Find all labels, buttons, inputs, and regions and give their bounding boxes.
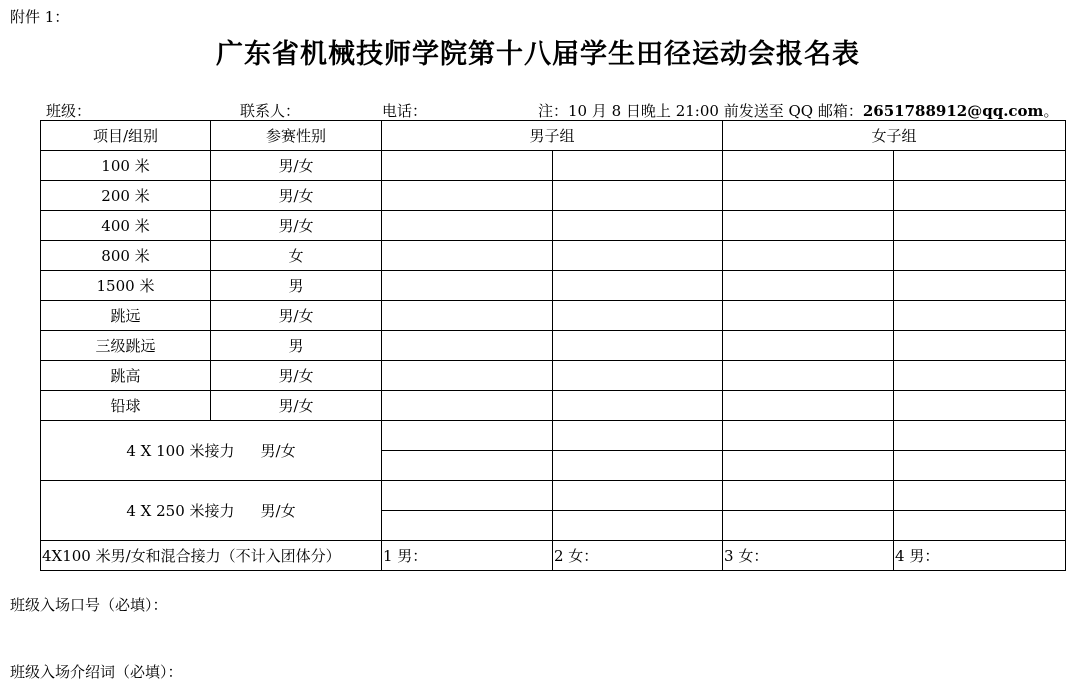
event-name: 跳远 (41, 301, 211, 331)
note-suffix: 。 (1043, 102, 1059, 120)
mixed-relay-row (41, 541, 1066, 571)
attachment-label: 附件 1： (10, 8, 70, 26)
entry-cell[interactable] (382, 241, 553, 271)
event-name: 100 米 (41, 151, 211, 181)
entry-cell[interactable] (723, 481, 894, 511)
slogan-label: 班级入场口号（必填）： (10, 596, 168, 614)
relay-name: 4 X 250 米接力 (126, 502, 235, 520)
table-row (41, 361, 1066, 391)
entry-cell[interactable] (894, 301, 1066, 331)
entry-cell[interactable] (382, 151, 553, 181)
event-name: 跳高 (41, 361, 211, 391)
mixed-slot-2[interactable]: 2 女： (553, 541, 723, 571)
entry-cell[interactable] (894, 241, 1066, 271)
relay-label (41, 481, 382, 541)
entry-cell[interactable] (553, 241, 723, 271)
entry-cell[interactable] (894, 181, 1066, 211)
entry-cell[interactable] (553, 211, 723, 241)
entry-cell[interactable] (723, 151, 894, 181)
table-row (41, 391, 1066, 421)
table-row (41, 151, 1066, 181)
class-label: 班级： (46, 102, 92, 120)
event-name: 200 米 (41, 181, 211, 211)
entry-cell[interactable] (382, 271, 553, 301)
event-name: 800 米 (41, 241, 211, 271)
header-gender: 参赛性别 (211, 121, 382, 151)
relay-gender: 男/女 (260, 442, 296, 460)
entry-cell[interactable] (553, 181, 723, 211)
mixed-relay-label: 4X100 米男/女和混合接力（不计入团体分） (41, 541, 382, 571)
entry-cell[interactable] (382, 361, 553, 391)
entry-cell[interactable] (723, 451, 894, 481)
entry-cell[interactable] (894, 211, 1066, 241)
relay-label (41, 421, 382, 481)
event-name: 1500 米 (41, 271, 211, 301)
entry-cell[interactable] (382, 181, 553, 211)
entry-cell[interactable] (723, 211, 894, 241)
entry-cell[interactable] (723, 391, 894, 421)
relay-row (41, 421, 1066, 451)
entry-cell[interactable] (553, 391, 723, 421)
entry-cell[interactable] (553, 361, 723, 391)
event-gender: 女 (211, 241, 382, 271)
header-event: 项目/组别 (41, 121, 211, 151)
table-row (41, 301, 1066, 331)
event-gender: 男/女 (211, 181, 382, 211)
entry-cell[interactable] (553, 271, 723, 301)
intro-label: 班级入场介绍词（必填）： (10, 663, 183, 681)
entry-cell[interactable] (894, 391, 1066, 421)
entry-cell[interactable] (894, 331, 1066, 361)
entry-cell[interactable] (382, 451, 553, 481)
entry-cell[interactable] (553, 301, 723, 331)
entry-cell[interactable] (894, 511, 1066, 541)
submission-note (538, 100, 1058, 121)
event-gender: 男/女 (211, 151, 382, 181)
entry-cell[interactable] (723, 511, 894, 541)
entry-cell[interactable] (382, 421, 553, 451)
entry-cell[interactable] (553, 331, 723, 361)
entry-cell[interactable] (553, 481, 723, 511)
entry-cell[interactable] (382, 301, 553, 331)
entry-cell[interactable] (723, 421, 894, 451)
entry-cell[interactable] (382, 331, 553, 361)
entry-cell[interactable] (553, 511, 723, 541)
entry-cell[interactable] (894, 421, 1066, 451)
entry-cell[interactable] (382, 511, 553, 541)
entry-cell[interactable] (382, 391, 553, 421)
contact-label: 联系人： (240, 102, 301, 120)
header-male-group: 男子组 (382, 121, 723, 151)
entry-cell[interactable] (723, 361, 894, 391)
relay-name: 4 X 100 米接力 (126, 442, 235, 460)
entry-cell[interactable] (723, 241, 894, 271)
event-gender: 男/女 (211, 211, 382, 241)
entry-cell[interactable] (894, 451, 1066, 481)
event-gender: 男/女 (211, 361, 382, 391)
entry-cell[interactable] (382, 481, 553, 511)
page-title: 广东省机械技师学院第十八届学生田径运动会报名表 (216, 39, 860, 70)
table-row (41, 271, 1066, 301)
table-row (41, 181, 1066, 211)
header-row (41, 121, 1066, 151)
entry-cell[interactable] (553, 151, 723, 181)
relay-gender: 男/女 (260, 502, 296, 520)
note-email: 2651788912@qq.com (862, 102, 1044, 120)
entry-cell[interactable] (723, 271, 894, 301)
table-row (41, 331, 1066, 361)
entry-cell[interactable] (894, 271, 1066, 301)
mixed-slot-1[interactable]: 1 男： (382, 541, 553, 571)
event-name: 400 米 (41, 211, 211, 241)
registration-table (40, 120, 1066, 571)
event-gender: 男/女 (211, 391, 382, 421)
entry-cell[interactable] (723, 331, 894, 361)
table-row (41, 241, 1066, 271)
entry-cell[interactable] (894, 151, 1066, 181)
entry-cell[interactable] (723, 301, 894, 331)
entry-cell[interactable] (553, 451, 723, 481)
event-gender: 男/女 (211, 301, 382, 331)
mixed-slot-4[interactable]: 4 男： (894, 541, 1066, 571)
entry-cell[interactable] (894, 481, 1066, 511)
entry-cell[interactable] (894, 361, 1066, 391)
phone-label: 电话： (382, 102, 428, 120)
event-name: 铅球 (41, 391, 211, 421)
event-name: 三级跳远 (41, 331, 211, 361)
entry-cell[interactable] (723, 181, 894, 211)
note-text: 注：10 月 8 日晚上 21:00 前发送至 QQ 邮箱： (538, 102, 863, 120)
event-gender: 男 (211, 271, 382, 301)
relay-row (41, 481, 1066, 511)
entry-cell[interactable] (553, 421, 723, 451)
entry-cell[interactable] (382, 211, 553, 241)
event-gender: 男 (211, 331, 382, 361)
header-female-group: 女子组 (723, 121, 1066, 151)
mixed-slot-3[interactable]: 3 女： (723, 541, 894, 571)
table-row (41, 211, 1066, 241)
